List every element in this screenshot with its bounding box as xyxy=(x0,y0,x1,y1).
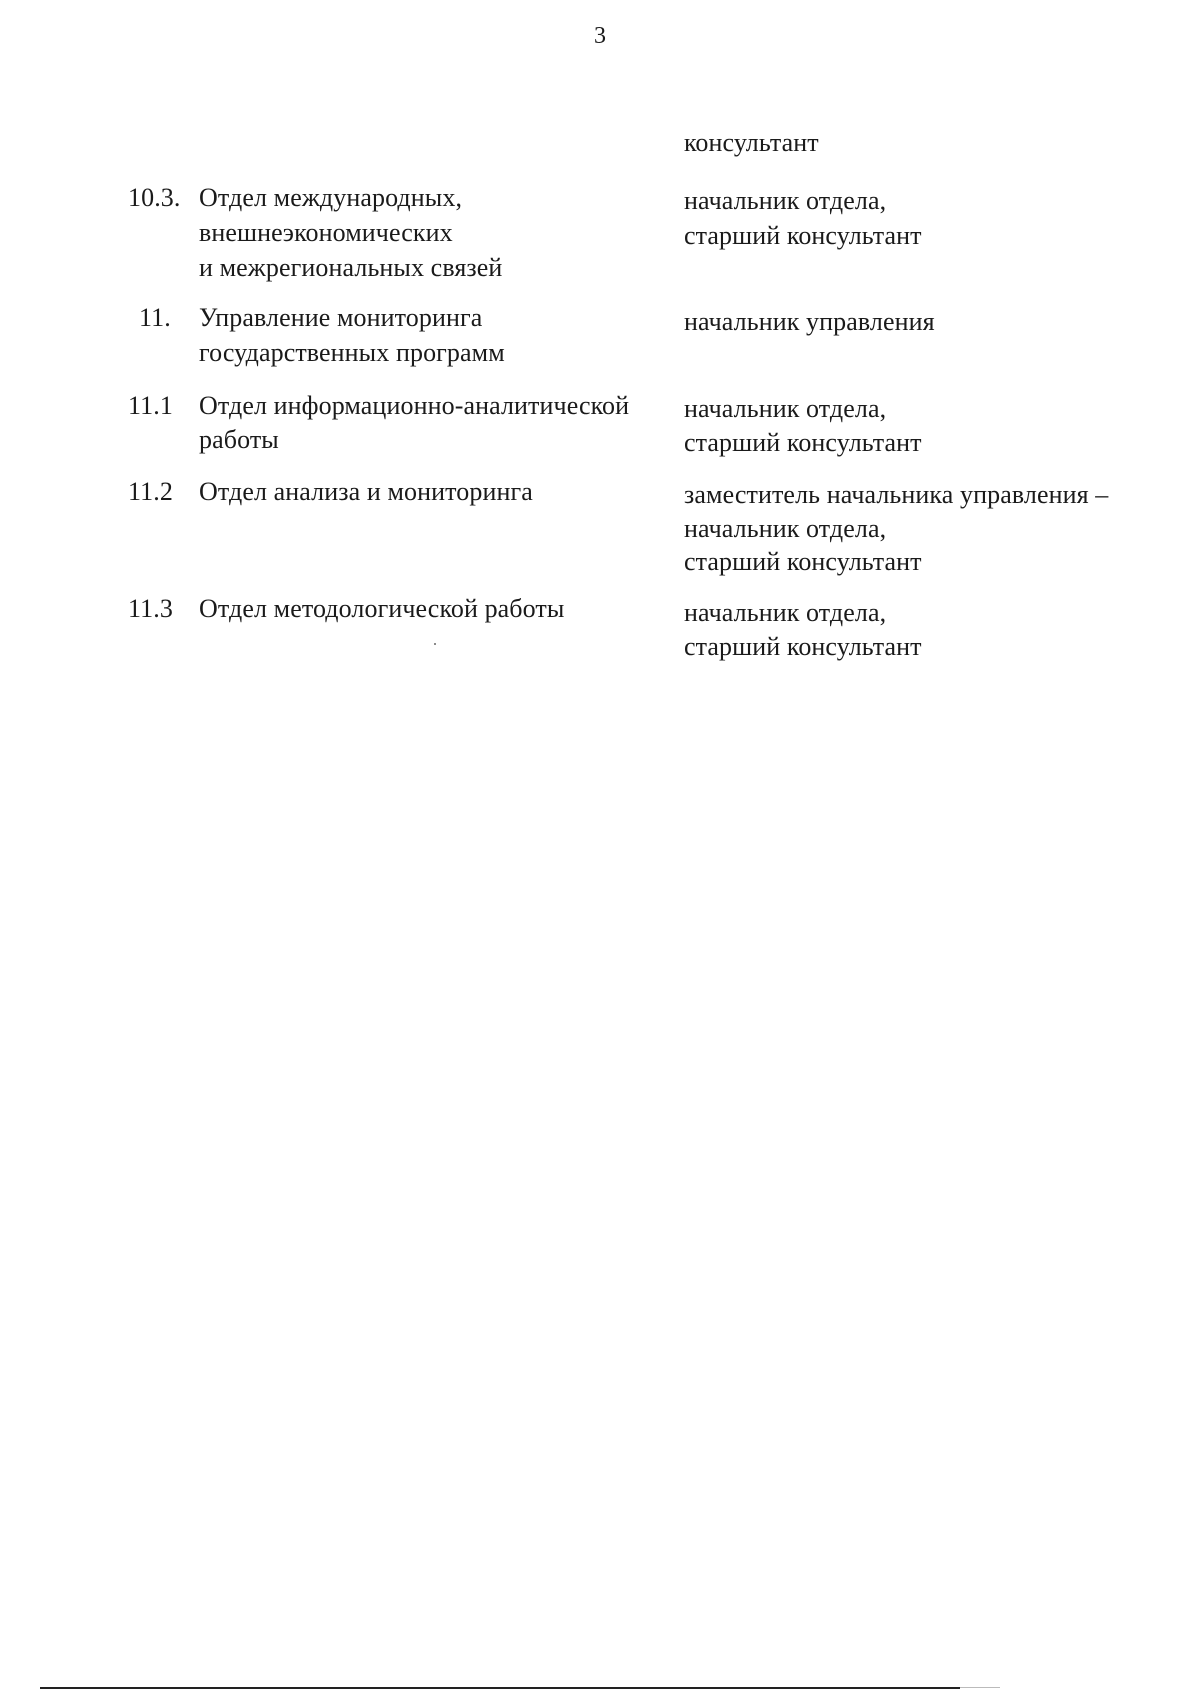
department-name-line: Управление мониторинга xyxy=(199,303,483,332)
position-line: заместитель начальника управления – xyxy=(684,480,1109,509)
position-line: начальник отдела, xyxy=(684,186,887,215)
scan-speck xyxy=(434,643,436,645)
department-name-line: внешнеэкономических xyxy=(199,218,453,247)
department-name-line: и межрегиональных связей xyxy=(199,253,503,282)
department-name-line: Отдел информационно-аналитической xyxy=(199,391,630,420)
position-line: старший консультант xyxy=(684,221,922,250)
row-number: 10.3. xyxy=(128,183,181,212)
position-line: старший консультант xyxy=(684,547,922,576)
position-line: начальник отдела, xyxy=(684,514,887,543)
page-number: 3 xyxy=(594,23,606,49)
page-bottom-rule-faint xyxy=(960,1687,1000,1688)
department-name-line: Отдел анализа и мониторинга xyxy=(199,477,533,506)
department-name-line: государственных программ xyxy=(199,338,505,367)
row-number: 11.3 xyxy=(128,594,173,623)
position-text: консультант xyxy=(684,128,819,157)
row-number: 11. xyxy=(139,303,171,332)
position-line: старший консультант xyxy=(684,632,922,661)
position-line: начальник управления xyxy=(684,307,935,336)
row-number: 11.2 xyxy=(128,477,173,506)
page-bottom-rule xyxy=(40,1687,960,1689)
position-line: начальник отдела, xyxy=(684,394,887,423)
department-name-line: работы xyxy=(199,425,279,454)
row-number: 11.1 xyxy=(128,391,173,420)
position-line: начальник отдела, xyxy=(684,598,887,627)
department-name-line: Отдел методологической работы xyxy=(199,594,565,623)
department-name-line: Отдел международных, xyxy=(199,183,463,212)
position-line: старший консультант xyxy=(684,428,922,457)
